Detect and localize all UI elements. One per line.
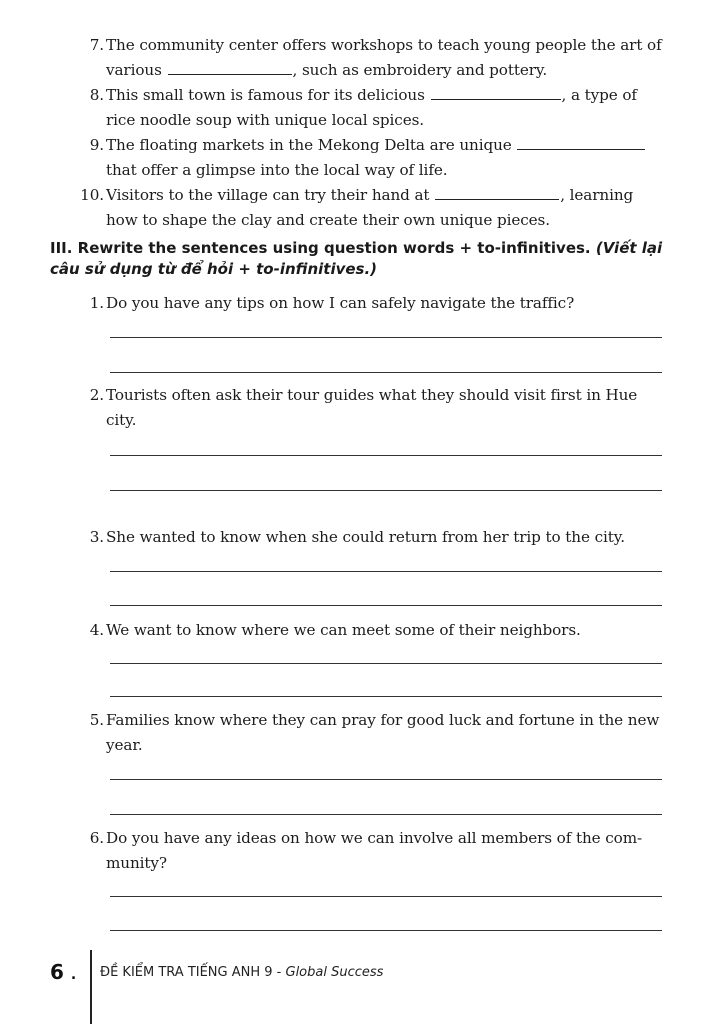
question-text: Families know where they can pray for good luck and fortune in the new bbox=[106, 711, 660, 729]
answer-line[interactable] bbox=[110, 490, 662, 491]
answer-blank[interactable] bbox=[168, 58, 292, 75]
question-number: 5. bbox=[89, 711, 104, 729]
question-text: city. bbox=[106, 411, 137, 429]
answer-blank[interactable] bbox=[517, 133, 645, 150]
item-text: , a type of bbox=[561, 86, 637, 104]
question-text: We want to know where we can meet some of their neighbors. bbox=[106, 621, 581, 639]
item-text: various bbox=[106, 61, 162, 79]
item-text: , learning bbox=[560, 186, 634, 204]
section-heading bbox=[50, 238, 690, 280]
item-number: 7. bbox=[89, 36, 104, 54]
item-text: rice noodle soup with unique local spices. bbox=[106, 111, 425, 129]
answer-line[interactable] bbox=[110, 455, 662, 456]
footer-divider bbox=[90, 950, 92, 1024]
answer-line[interactable] bbox=[110, 372, 662, 373]
item-text: The floating markets in the Mekong Delta are unique bbox=[106, 136, 512, 154]
question-text: Do you have any ideas on how we can involve all members of the com- bbox=[106, 829, 643, 847]
question-number: 4. bbox=[89, 621, 104, 639]
answer-line[interactable] bbox=[110, 896, 662, 897]
section-instruction-vi: câu sử dụng từ để hỏi + to-infinitives.) bbox=[50, 260, 378, 278]
answer-blank[interactable] bbox=[435, 183, 559, 200]
page-number: 6 . bbox=[50, 960, 77, 984]
question-text: munity? bbox=[106, 854, 167, 872]
answer-line[interactable] bbox=[110, 663, 662, 664]
question-text: year. bbox=[106, 736, 143, 754]
answer-line[interactable] bbox=[110, 605, 662, 606]
item-number: 8. bbox=[89, 86, 104, 104]
question-text: Do you have any tips on how I can safely navigate the traffic? bbox=[106, 294, 575, 312]
question-number: 1. bbox=[89, 294, 104, 312]
item-number: 9. bbox=[89, 136, 104, 154]
answer-line[interactable] bbox=[110, 779, 662, 780]
item-text: The community center offers workshops to teach young people the art of bbox=[106, 36, 662, 54]
book-series: Global Success bbox=[285, 965, 384, 980]
answer-line[interactable] bbox=[110, 696, 662, 697]
item-text: This small town is famous for its delicious bbox=[106, 86, 425, 104]
item-text: that offer a glimpse into the local way of life. bbox=[106, 161, 448, 179]
book-title-text: ĐỀ KIỂM TRA TIẾNG ANH 9 - bbox=[100, 965, 282, 980]
section-instruction: III. Rewrite the sentences using question words + to-infinitives. bbox=[50, 239, 591, 257]
answer-line[interactable] bbox=[110, 930, 662, 931]
section-instruction-vi: (Viết lại bbox=[595, 239, 663, 257]
item-text: how to shape the clay and create their own unique pieces. bbox=[106, 211, 550, 229]
answer-line[interactable] bbox=[110, 814, 662, 815]
question-number: 3. bbox=[89, 528, 104, 546]
question-text: Tourists often ask their tour guides what they should visit first in Hue bbox=[106, 386, 638, 404]
item-text: , such as embroidery and pottery. bbox=[292, 61, 548, 79]
item-number: 10. bbox=[80, 186, 104, 204]
answer-line[interactable] bbox=[110, 337, 662, 338]
answer-line[interactable] bbox=[110, 571, 662, 572]
question-number: 2. bbox=[89, 386, 104, 404]
item-text: Visitors to the village can try their hand at bbox=[106, 186, 430, 204]
answer-blank[interactable] bbox=[431, 83, 561, 100]
book-title bbox=[100, 965, 383, 980]
question-text: She wanted to know when she could return from her trip to the city. bbox=[106, 528, 625, 546]
question-number: 6. bbox=[89, 829, 104, 847]
